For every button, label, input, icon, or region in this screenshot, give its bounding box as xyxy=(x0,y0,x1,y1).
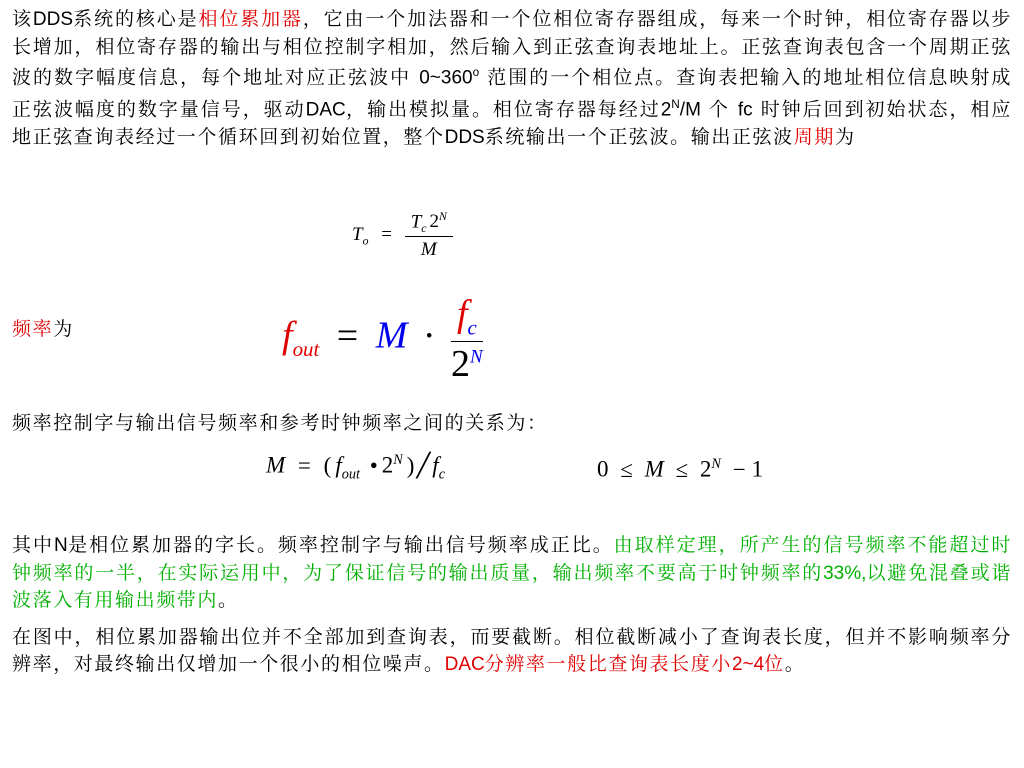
text-run: 2 xyxy=(660,99,672,121)
text-run: 时钟后回到初始状态，相应地正弦查询表经过一个循环回到初始位置，整个 xyxy=(12,98,1012,148)
equals-sign: = xyxy=(336,314,359,357)
formula-symbol: 2 xyxy=(451,342,471,385)
text-run: fc xyxy=(737,99,753,121)
formula-symbol: T xyxy=(410,211,422,233)
frequency-label xyxy=(12,316,1012,343)
period-formula xyxy=(352,210,453,261)
relation-formula xyxy=(266,452,445,483)
equals-sign: = xyxy=(381,223,392,245)
highlight-sampling-theorem: 由取样定理，所产生的信号频率不能超过时钟频率的一半，在实际运用中，为了保证信号的输出质量，输出频率不要高于时钟频率的 xyxy=(12,534,1012,584)
highlight-phase-accumulator: 相位累加器 xyxy=(198,8,303,30)
highlight-resolution: 分辨率一般比查询表长度小 xyxy=(484,652,732,675)
highlight-dac: DAC xyxy=(444,653,485,675)
formula-subscript: c xyxy=(467,315,477,340)
text-run: N xyxy=(53,535,68,556)
formula-superscript: N xyxy=(711,456,721,472)
fraction-denominator: M xyxy=(405,236,453,261)
highlight-period: 周期 xyxy=(793,125,835,148)
formula-subscript: c xyxy=(438,466,446,483)
text-run: ，它由一个加法器和一个位相位寄存器组成，每来一个时钟，相位寄存器以步长增加，相位寄存器的输出与相位控制字相加，然后输入到正弦查询表地址上。正弦查询表包含一个周期正弦波的数字幅度信息，每个地址对应正弦波中 xyxy=(12,8,1012,89)
text-run: DDS xyxy=(32,9,73,30)
formula-symbol: f xyxy=(432,452,439,478)
text-run: 系统输出一个正弦波。输出正弦波 xyxy=(484,125,794,148)
text-run: 是相位累加器的字长。频率控制字与输出信号频率成正比。 xyxy=(67,534,614,556)
formula-symbol: 1 xyxy=(751,456,764,482)
frequency-fraction xyxy=(451,292,483,386)
text-run: DAC xyxy=(305,99,346,121)
formula-symbol: f xyxy=(456,293,468,335)
formula-symbol: f xyxy=(282,314,293,357)
formula-symbol: M xyxy=(644,456,664,482)
paren: ( xyxy=(323,452,332,478)
formula-symbol: M xyxy=(375,314,408,357)
text-run: 个 xyxy=(700,98,738,121)
text-run: 。 xyxy=(218,589,239,611)
text-run: 为 xyxy=(53,318,74,340)
formula-symbol: 2 xyxy=(381,452,394,478)
division-slash: ╱ xyxy=(416,452,431,478)
formula-symbol: 0 xyxy=(597,456,609,482)
text-run: 0~360 xyxy=(419,67,473,89)
fraction-denominator xyxy=(451,341,483,386)
text-run: 为 xyxy=(834,125,856,148)
bullet-operator: • xyxy=(369,452,378,478)
formula-subscript: out xyxy=(341,466,360,483)
range-formula xyxy=(597,456,763,483)
formula-symbol: 2 xyxy=(429,211,439,233)
sampling-paragraph xyxy=(12,532,1012,614)
formula-subscript: o xyxy=(362,234,369,248)
relation-sentence: 频率控制字与输出信号频率和参考时钟频率之间的关系为： xyxy=(12,412,548,434)
paren: ) xyxy=(406,452,415,478)
frequency-formula xyxy=(282,292,483,386)
le-sign: ≤ xyxy=(620,456,633,482)
text-run: 其中 xyxy=(12,534,54,556)
highlight-percentage: 33%, xyxy=(823,562,867,584)
highlight-bits-unit: 位 xyxy=(764,652,785,675)
text-run: DDS xyxy=(444,126,485,148)
degree-superscript: o xyxy=(472,66,480,79)
formula-superscript: N xyxy=(470,345,483,367)
formula-symbol: M xyxy=(266,452,286,478)
text-run: 系统的核心是 xyxy=(73,8,199,30)
intro-paragraph xyxy=(12,6,1012,151)
formula-superscript: N xyxy=(393,452,403,468)
text-run: 在图中，相位累加器输出位并不全部加到查询表，而要截断。相位截断减小了查询表长度，但并不影响频率分辨率，对最终输出仅增加一个很小的相位噪声。 xyxy=(12,626,1012,675)
text-run: /M xyxy=(679,99,701,121)
truncation-paragraph xyxy=(12,624,1012,678)
formula-symbol: f xyxy=(335,452,342,478)
dot-operator: · xyxy=(422,314,436,357)
fraction-numerator xyxy=(451,292,483,341)
formula-subscript: out xyxy=(292,337,320,362)
superscript: N xyxy=(671,97,680,111)
text-run: 该 xyxy=(12,8,33,30)
text-run: ，输出模拟量。相位寄存器每经过 xyxy=(345,98,661,121)
formula-symbol: 2 xyxy=(699,456,712,482)
le-sign: ≤ xyxy=(675,456,689,482)
formula-superscript: N xyxy=(439,210,447,223)
equals-sign: = xyxy=(297,452,311,478)
highlight-aliasing: 以避免混叠或谐波落入有用输出频带内 xyxy=(12,561,1013,611)
formula-symbol: T xyxy=(352,223,363,245)
period-fraction xyxy=(405,210,453,261)
formula-subscript: c xyxy=(421,222,427,236)
text-run: 范围的一个相位点。查询表把输入的地址相位信息映射成正弦波幅度的数字量信号，驱动 xyxy=(12,66,1012,121)
highlight-frequency: 频率 xyxy=(12,318,54,340)
text-run: 。 xyxy=(784,652,806,675)
fraction-numerator xyxy=(405,210,453,236)
minus-sign: − xyxy=(732,456,746,482)
highlight-bits: 2~4 xyxy=(731,653,765,675)
